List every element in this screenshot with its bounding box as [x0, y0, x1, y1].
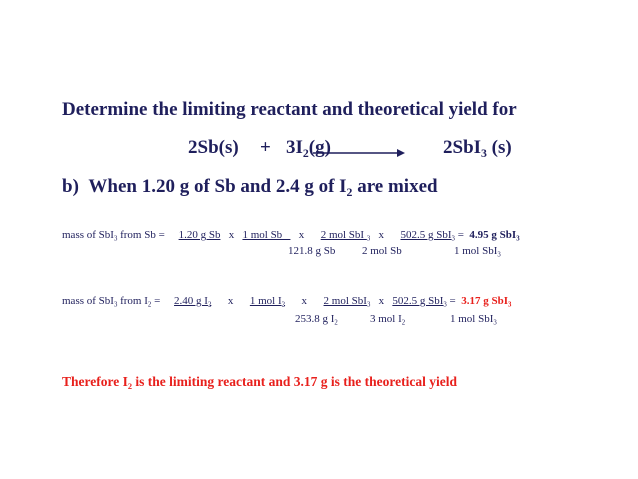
calc1-denominator-sb: 121.8 g Sb [288, 245, 336, 257]
calc2-denominator-i2: 253.8 g $I_2$ [295, 313, 338, 327]
part-b-question: b) When 1.20 g of Sb and 2.4 g of $I_2$ are mixed [62, 176, 438, 200]
calc1-denominator-mol-sbi3: 1 mol SbI$_3$ [454, 245, 501, 259]
reaction-arrow-icon [313, 148, 405, 158]
calc2-result: 3.17 g SbI$_3$ [461, 295, 512, 309]
equation-plus: + [260, 137, 271, 158]
calc2-numerator-line: mass of SbI$_3$ from $I_2$ = 2.40 g $I_2$ x 1 mol $I_2$ x 2 mol SbI$_3$ x 502.5 g SbI$_3$ = 3.17 g SbI$_3$ [62, 295, 512, 309]
equation-product: 2SbI$_3$ (s) [443, 137, 512, 161]
equation-reactant-i2: $3I_2(g)$ [286, 137, 331, 161]
equation-reactant-sb: 2Sb(s) [188, 137, 239, 158]
conclusion-text: Therefore $I_2$ is the limiting reactant and 3.17 g is the theoretical yield [62, 374, 458, 391]
question-title: Determine the limiting reactant and theoretical yield for [62, 99, 517, 120]
calc1-denominator-mol-sb: 2 mol Sb [362, 245, 402, 257]
calc1-result: 4.95 g SbI$_3$ [469, 229, 520, 243]
calc2-denominator-mol-sbi3: 1 mol SbI$_3$ [450, 313, 497, 327]
calc1-numerator-line: mass of SbI$_3$ from Sb = 1.20 g Sb x 1 mol Sb x 2 mol SbI $_3$ x 502.5 g SbI$_3$ = 4.95 g SbI$_3$ [62, 229, 520, 243]
calc2-denominator-mol-i2: 3 mol $I_2$ [370, 313, 406, 327]
